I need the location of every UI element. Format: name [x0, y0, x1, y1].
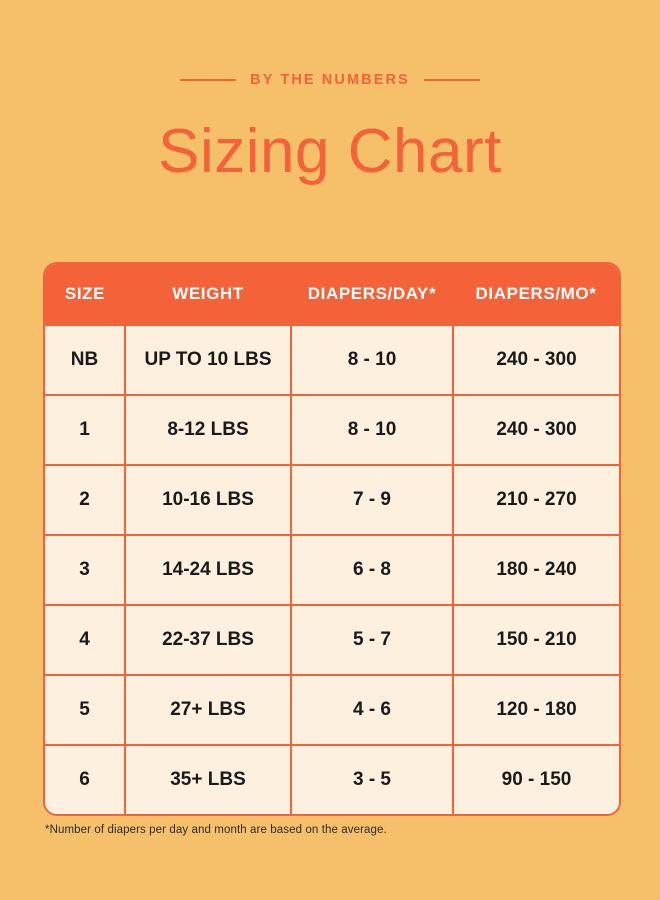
cell-diapers-per-day: 8 - 10 — [291, 395, 453, 465]
table-row — [45, 535, 619, 605]
table-row — [45, 745, 619, 814]
cell-diapers-per-day: 8 - 10 — [291, 325, 453, 395]
table-row — [45, 605, 619, 675]
cell-diapers-per-month: 180 - 240 — [453, 535, 619, 605]
cell-diapers-per-day: 4 - 6 — [291, 675, 453, 745]
footnote-text: *Number of diapers per day and month are based on the average. — [45, 824, 387, 836]
cell-weight: 14-24 LBS — [125, 535, 291, 605]
cell-weight: 35+ LBS — [125, 745, 291, 814]
cell-size: 6 — [45, 745, 125, 814]
cell-size: 4 — [45, 605, 125, 675]
cell-diapers-per-month: 240 - 300 — [453, 325, 619, 395]
cell-diapers-per-month: 120 - 180 — [453, 675, 619, 745]
cell-weight: 10-16 LBS — [125, 465, 291, 535]
cell-diapers-per-day: 6 - 8 — [291, 535, 453, 605]
column-header-diapers-per-month: DIAPERS/MO* — [453, 264, 619, 325]
page-title: Sizing Chart — [158, 117, 502, 186]
cell-size: 5 — [45, 675, 125, 745]
cell-size: 1 — [45, 395, 125, 465]
cell-weight: 22-37 LBS — [125, 605, 291, 675]
cell-diapers-per-day: 7 - 9 — [291, 465, 453, 535]
sizing-table-container — [43, 262, 621, 816]
cell-diapers-per-month: 150 - 210 — [453, 605, 619, 675]
sizing-table — [45, 264, 619, 814]
eyebrow-label: BY THE NUMBERS — [250, 72, 410, 88]
cell-weight: 27+ LBS — [125, 675, 291, 745]
table-body — [45, 325, 619, 814]
table-header-row — [45, 264, 619, 325]
column-header-weight: WEIGHT — [125, 264, 291, 325]
cell-size: 2 — [45, 465, 125, 535]
eyebrow-rule-right — [424, 79, 480, 81]
cell-diapers-per-month: 240 - 300 — [453, 395, 619, 465]
cell-diapers-per-month: 210 - 270 — [453, 465, 619, 535]
column-header-size: SIZE — [45, 264, 125, 325]
eyebrow-rule-left — [180, 79, 236, 81]
eyebrow-group — [0, 72, 660, 88]
cell-weight: 8-12 LBS — [125, 395, 291, 465]
cell-diapers-per-day: 5 - 7 — [291, 605, 453, 675]
table-row — [45, 395, 619, 465]
cell-size: 3 — [45, 535, 125, 605]
table-row — [45, 465, 619, 535]
cell-diapers-per-month: 90 - 150 — [453, 745, 619, 814]
table-row — [45, 325, 619, 395]
table-head — [45, 264, 619, 325]
table-row — [45, 675, 619, 745]
cell-weight: UP TO 10 LBS — [125, 325, 291, 395]
cell-size: NB — [45, 325, 125, 395]
cell-diapers-per-day: 3 - 5 — [291, 745, 453, 814]
column-header-diapers-per-day: DIAPERS/DAY* — [291, 264, 453, 325]
